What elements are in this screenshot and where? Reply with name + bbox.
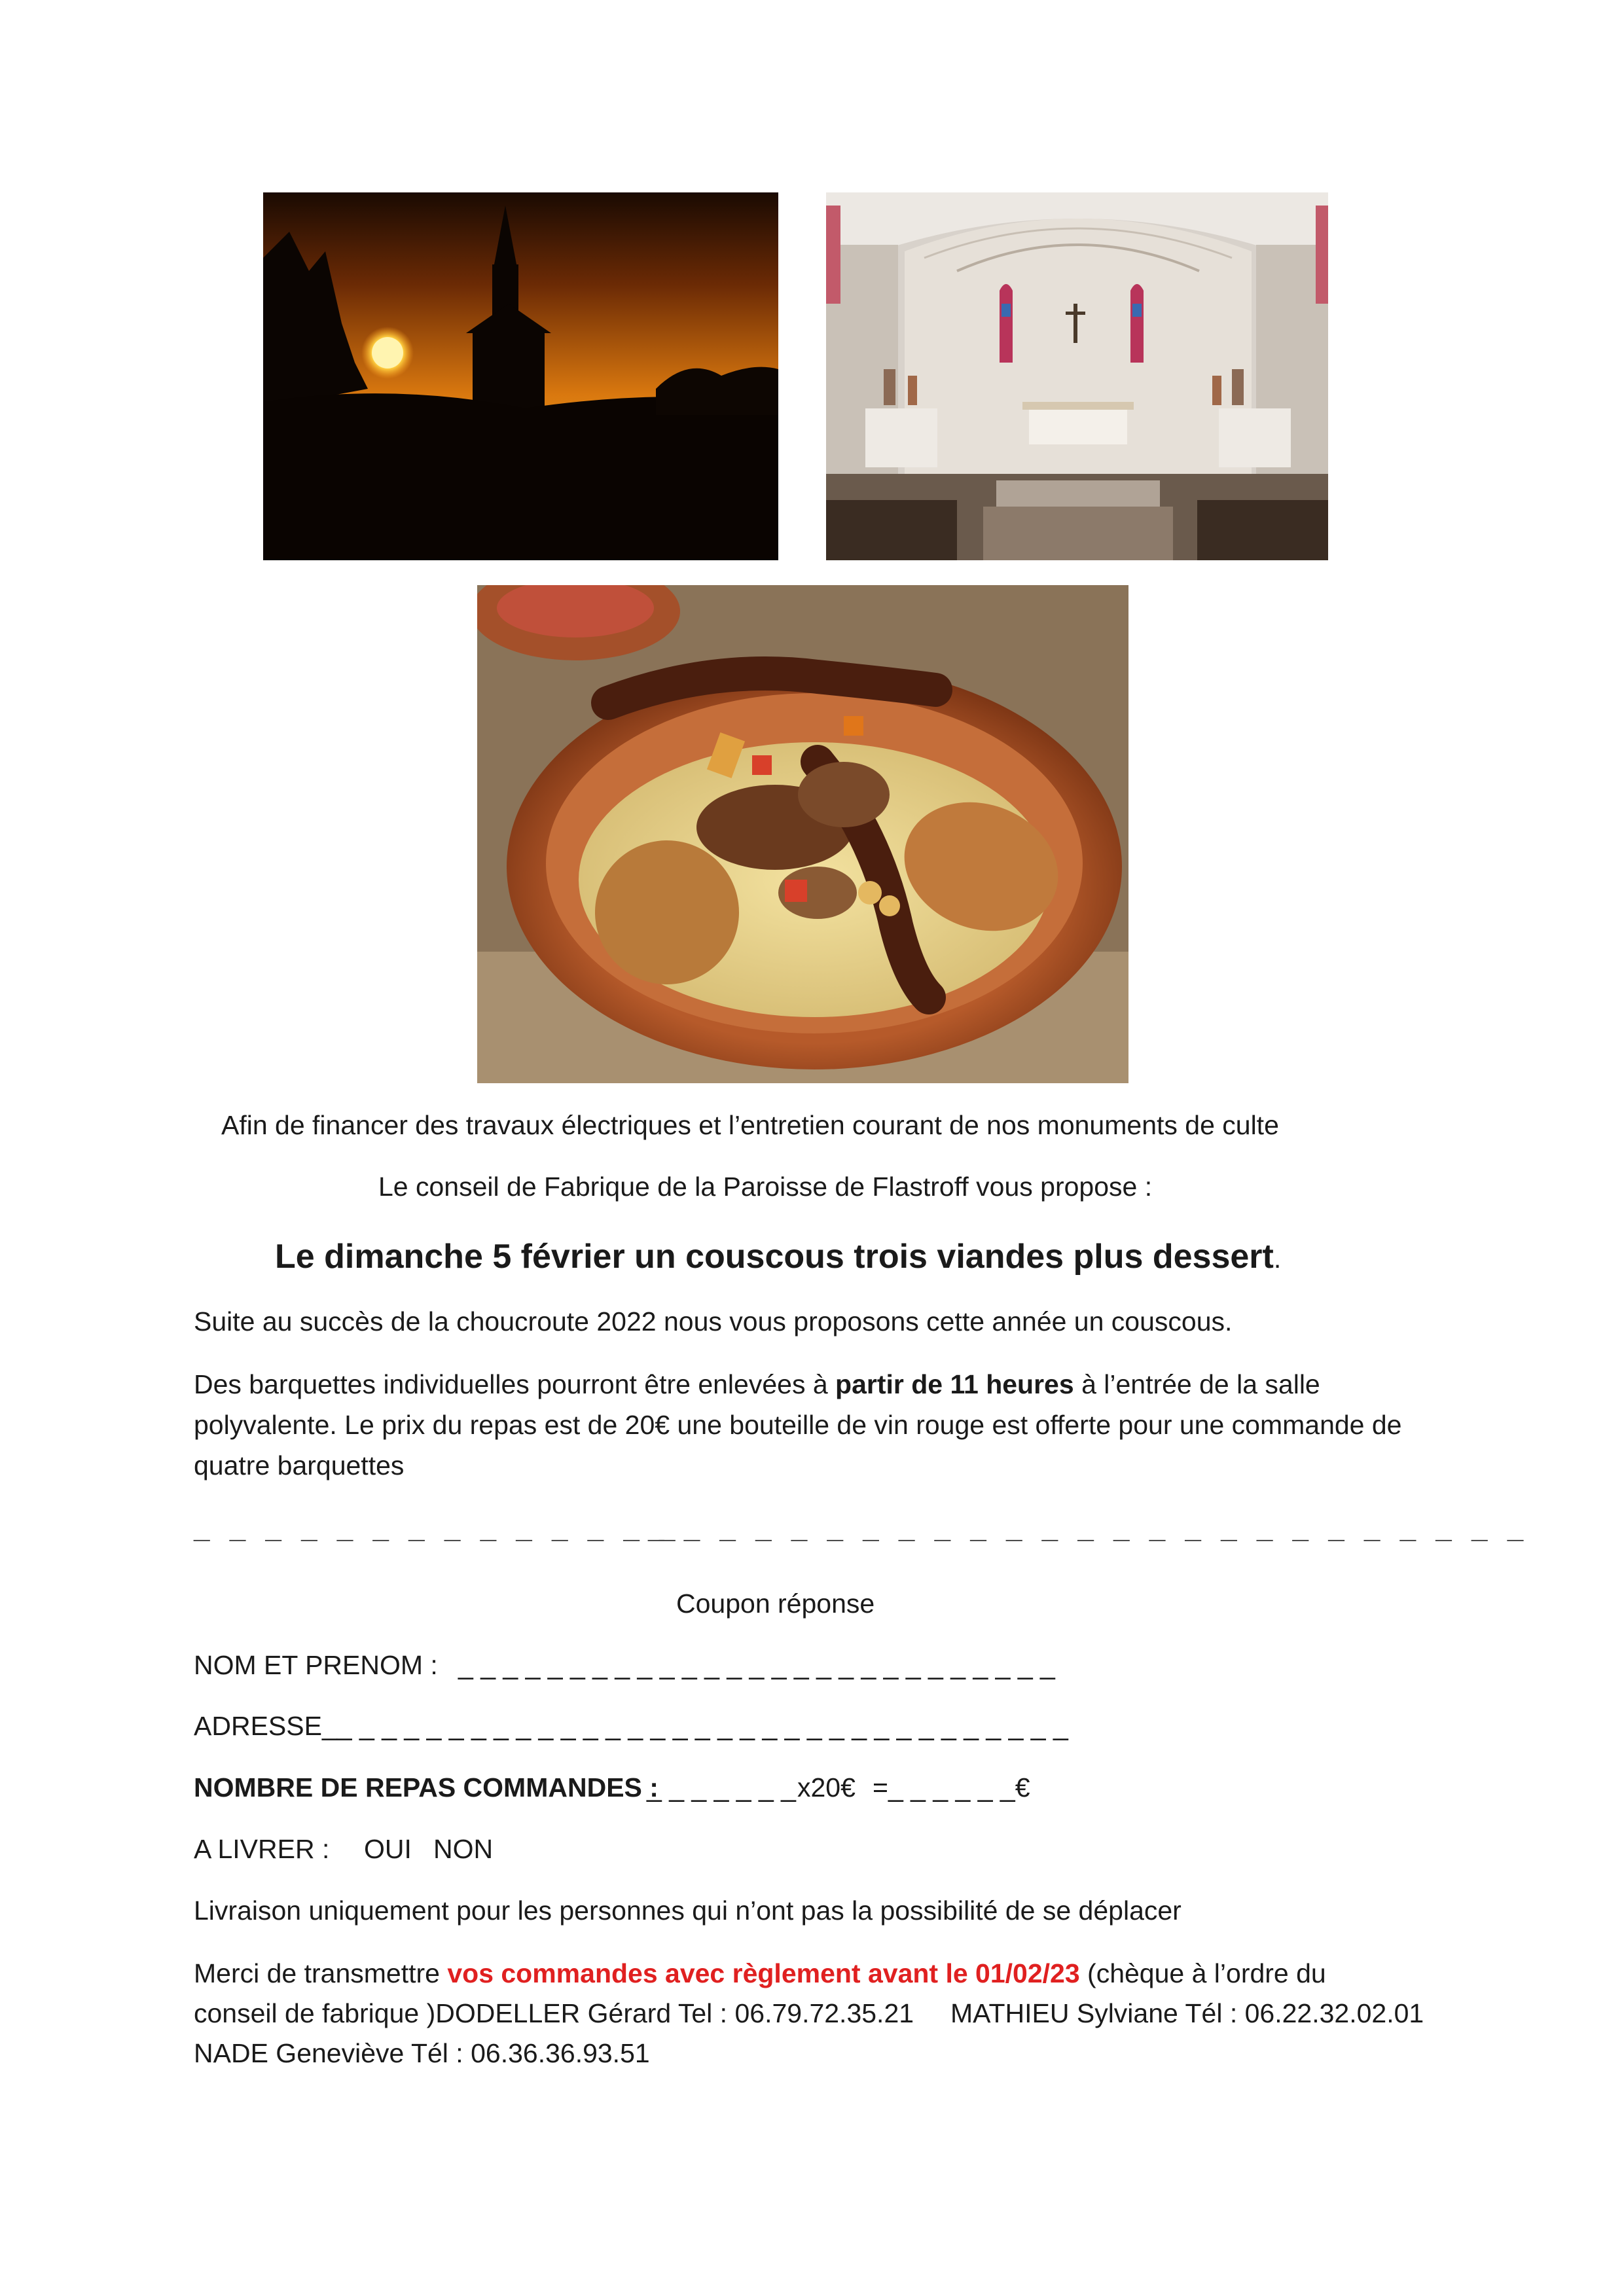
separator-left: _ _ _ _ _ _ _ _ _ _ _ _ _ _ — [194, 1512, 681, 1544]
contact-dodeller: conseil de fabrique )DODELLER Gérard Tel : 06.79.72.35.21 — [194, 1998, 914, 2028]
meals-price: x20€ — [797, 1772, 856, 1803]
church-interior-image — [826, 192, 1328, 560]
intro-line-1: Afin de financer des travaux électriques et l’entretien courant de nos monuments de culte — [221, 1110, 1279, 1140]
couscous-dish-image — [477, 585, 1128, 1083]
headline-period: . — [1273, 1244, 1282, 1274]
deliver-label: A LIVRER : — [194, 1834, 330, 1864]
address-label: ADRESSE — [194, 1711, 322, 1741]
meals-label: NOMBRE DE REPAS COMMANDES : — [194, 1772, 659, 1803]
body-paragraph-2 — [194, 1364, 1437, 1486]
coupon-title: Coupon réponse — [676, 1588, 875, 1619]
name-label: NOM ET PRENOM : — [194, 1650, 438, 1680]
deliver-no-option: NON — [433, 1834, 494, 1864]
body-paragraph-1: Suite au succès de la choucroute 2022 nous vous proposons cette année un couscous. — [194, 1306, 1233, 1336]
intro-line-2: Le conseil de Fabrique de la Paroisse de Flastroff vous propose : — [378, 1172, 1153, 1202]
sunset-church-photo — [263, 192, 778, 560]
sunset-church-image — [263, 192, 778, 560]
separator-right: _ _ _ _ _ _ _ _ _ _ _ _ _ _ _ _ _ _ _ _ _ _ _ _ _ — [648, 1512, 1530, 1544]
event-headline — [275, 1234, 1281, 1282]
closing-prefix: Merci de transmettre — [194, 1958, 448, 1988]
headline-text: Le dimanche 5 février un couscous trois viandes plus dessert — [275, 1238, 1274, 1276]
couscous-dish-photo — [477, 585, 1128, 1083]
meals-total: =_ _ _ _ _ _€ — [873, 1772, 1030, 1803]
delivery-note: Livraison uniquement pour les personnes qui n’ont pas la possibilité de se déplacer — [194, 1895, 1182, 1926]
name-blank: _ _ _ _ _ _ _ _ _ _ _ _ _ _ _ _ _ _ _ _ _ _ _ _ _ _ _ — [458, 1650, 1055, 1680]
deliver-yes-option: OUI — [364, 1834, 412, 1864]
address-blank: __ _ _ _ _ _ _ _ _ _ _ _ _ _ _ _ _ _ _ _ _ _ _ _ _ _ _ _ _ _ _ _ _ — [322, 1711, 1068, 1741]
closing-suffix: (chèque à l’ordre du — [1079, 1958, 1326, 1988]
closing-line-1 — [194, 1953, 1326, 1994]
contact-mathieu: MATHIEU Sylviane Tél : 06.22.32.02.01 — [950, 1998, 1424, 2028]
meals-blank: _ _ _ _ _ _ _ — [647, 1772, 796, 1803]
para2-text-b: à l’entrée de la salle polyvalente. Le prix du repas est de 20€ une bouteille de vin rouge est offerte pour une commande de quatre barquettes — [194, 1369, 1402, 1480]
para2-text-a: Des barquettes individuelles pourront être enlevées à — [194, 1369, 836, 1399]
contact-nade: NADE Geneviève Tél : 06.36.36.93.51 — [194, 2038, 650, 2068]
order-deadline-highlight: vos commandes avec règlement avant le 01/02/23 — [447, 1958, 1080, 1988]
para2-bold-time: partir de 11 heures — [835, 1369, 1074, 1399]
church-interior-photo — [826, 192, 1328, 560]
